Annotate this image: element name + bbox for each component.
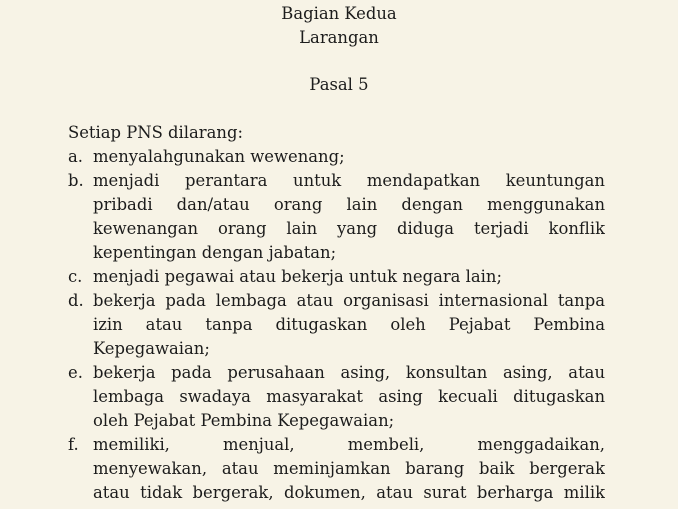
text-line: menyalahgunakan wewenang; — [93, 147, 345, 166]
list-item-d — [68, 289, 605, 361]
list-item-b — [68, 169, 605, 265]
text-line: kepentingan dengan jabatan; — [93, 243, 337, 262]
list-item-text — [93, 433, 605, 505]
list-item-text — [93, 145, 605, 169]
article-heading: Pasal 5 — [309, 75, 369, 94]
intro-text: Setiap PNS dilarang: — [68, 123, 243, 142]
list-item-text — [93, 289, 605, 361]
list-item-letter: d. — [68, 291, 84, 310]
text-line: bekerja pada perusahaan asing, konsultan asing, atau — [93, 363, 605, 382]
list-item-text — [93, 169, 605, 265]
text-line: memiliki, menjual, membeli, menggadaikan, — [93, 435, 605, 454]
text-line: Kepegawaian; — [93, 339, 210, 358]
list-item-letter: b. — [68, 171, 84, 190]
text-line: menjadi perantara untuk mendapatkan keuntungan — [93, 171, 605, 190]
section-title-heading: Larangan — [299, 28, 379, 47]
text-line: kewenangan orang lain yang diduga terjadi konflik — [93, 219, 605, 238]
list-item-e — [68, 361, 605, 433]
text-line: izin atau tanpa ditugaskan oleh Pejabat Pembina — [93, 315, 605, 334]
text-line: pribadi dan/atau orang lain dengan menggunakan — [93, 195, 605, 214]
text-line: bekerja pada lembaga atau organisasi internasional tanpa — [93, 291, 605, 310]
text-line: oleh Pejabat Pembina Kepegawaian; — [93, 411, 395, 430]
list-item-letter: a. — [68, 147, 83, 166]
list-item-letter: f. — [68, 435, 79, 454]
list-item-text — [93, 265, 605, 289]
text-line: menyewakan, atau meminjamkan barang baik bergerak — [93, 459, 605, 478]
list-item-letter: c. — [68, 267, 83, 286]
text-line: menjadi pegawai atau bekerja untuk negara lain; — [93, 267, 502, 286]
text-line: lembaga swadaya masyarakat asing kecuali ditugaskan — [93, 387, 605, 406]
list-item-a — [68, 145, 605, 169]
list-item-c — [68, 265, 605, 289]
section-part-heading: Bagian Kedua — [281, 4, 397, 23]
list-item-text — [93, 361, 605, 433]
text-line: atau tidak bergerak, dokumen, atau surat berharga milik — [93, 483, 605, 502]
list-item-f — [68, 433, 605, 505]
list-item-letter: e. — [68, 363, 83, 382]
